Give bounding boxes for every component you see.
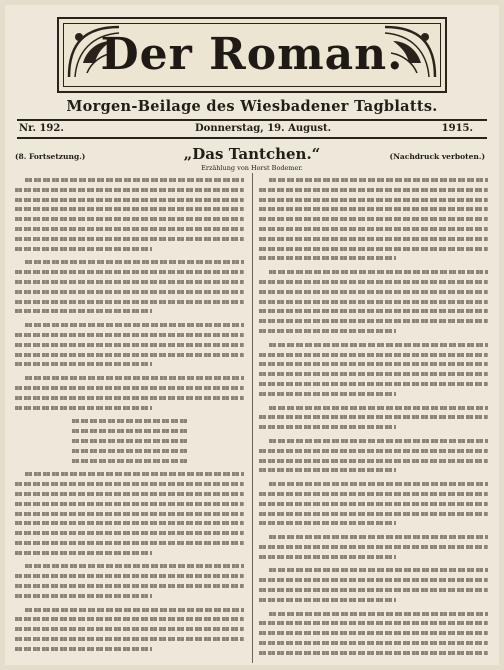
text-line <box>15 644 244 654</box>
text-line <box>15 373 244 383</box>
text-line <box>15 469 244 479</box>
text-line <box>15 416 244 426</box>
text-line <box>15 436 244 446</box>
text-line <box>259 609 488 619</box>
header-rule-top <box>17 119 487 121</box>
text-line <box>15 489 244 499</box>
text-line <box>15 175 244 185</box>
text-line <box>15 509 244 519</box>
text-line <box>15 267 244 277</box>
text-line <box>259 638 488 648</box>
text-line <box>259 195 488 205</box>
text-line <box>15 204 244 214</box>
text-line <box>259 575 488 585</box>
text-line <box>259 456 488 466</box>
text-line <box>15 528 244 538</box>
text-line <box>15 257 244 267</box>
text-line <box>15 571 244 581</box>
text-line <box>259 585 488 595</box>
text-line <box>15 591 244 601</box>
text-line <box>15 277 244 287</box>
text-line <box>15 340 244 350</box>
text-line <box>259 316 488 326</box>
text-line <box>259 532 488 542</box>
text-line <box>15 518 244 528</box>
issue-date: Donnerstag, 19. August. <box>195 123 332 134</box>
text-line <box>259 350 488 360</box>
text-line <box>259 628 488 638</box>
text-line <box>259 379 488 389</box>
text-line <box>15 614 244 624</box>
text-line <box>15 224 244 234</box>
newspaper-page <box>5 5 499 665</box>
text-line <box>259 412 488 422</box>
reprint-notice: (Nachdruck verboten.) <box>389 152 485 161</box>
text-line <box>259 369 488 379</box>
text-line <box>15 658 244 661</box>
masthead-frame <box>57 17 447 93</box>
text-line <box>15 185 244 195</box>
issue-info-row <box>17 122 487 136</box>
text-line <box>259 204 488 214</box>
text-line <box>15 234 244 244</box>
text-line <box>259 340 488 350</box>
text-line <box>259 244 488 254</box>
text-line <box>259 224 488 234</box>
text-line <box>15 297 244 307</box>
story-title: „Das Tantchen.“ <box>183 145 321 163</box>
text-line <box>15 426 244 436</box>
text-line <box>259 403 488 413</box>
text-line <box>259 267 488 277</box>
text-line <box>15 214 244 224</box>
text-line <box>15 350 244 360</box>
text-line <box>259 518 488 528</box>
text-line <box>259 389 488 399</box>
text-column-right <box>259 175 488 661</box>
issue-year: 1915. <box>441 123 473 134</box>
text-line <box>259 542 488 552</box>
text-line <box>15 499 244 509</box>
text-line <box>259 306 488 316</box>
text-line <box>15 605 244 615</box>
text-line <box>15 287 244 297</box>
text-line <box>259 326 488 336</box>
text-line <box>259 648 488 658</box>
text-line <box>15 195 244 205</box>
text-line <box>259 214 488 224</box>
text-line <box>15 306 244 316</box>
text-line <box>259 234 488 244</box>
column-divider <box>252 173 253 663</box>
text-line <box>259 552 488 562</box>
text-line <box>259 509 488 519</box>
text-line <box>15 561 244 571</box>
text-line <box>15 244 244 254</box>
text-line <box>259 287 488 297</box>
text-line <box>15 403 244 413</box>
text-line <box>259 489 488 499</box>
text-line <box>15 538 244 548</box>
text-line <box>259 465 488 475</box>
text-line <box>259 277 488 287</box>
text-line <box>259 595 488 605</box>
newspaper-subtitle: Morgen-Beilage des Wiesbadener Tagblatts. <box>66 98 438 115</box>
text-line <box>15 320 244 330</box>
text-line <box>15 479 244 489</box>
story-author: Erzählung von Horst Bodemer. <box>201 164 303 172</box>
text-line <box>259 565 488 575</box>
text-line <box>259 446 488 456</box>
text-line <box>259 185 488 195</box>
text-line <box>259 297 488 307</box>
text-line <box>259 359 488 369</box>
text-line <box>259 253 488 263</box>
text-column-left <box>15 175 244 661</box>
text-line <box>259 499 488 509</box>
text-line <box>15 456 244 466</box>
text-line <box>259 175 488 185</box>
issue-number: Nr. 192. <box>19 123 64 134</box>
text-line <box>15 548 244 558</box>
text-line <box>15 330 244 340</box>
text-line <box>259 618 488 628</box>
header-rule-bottom <box>17 137 487 139</box>
text-line <box>15 581 244 591</box>
text-line <box>15 393 244 403</box>
continuation-label: (8. Fortsetzung.) <box>15 152 86 161</box>
text-line <box>15 624 244 634</box>
text-line <box>259 422 488 432</box>
text-line <box>259 658 488 661</box>
text-line <box>15 446 244 456</box>
newspaper-title: Der Roman. <box>100 29 404 80</box>
text-line <box>15 634 244 644</box>
text-line <box>15 383 244 393</box>
text-line <box>259 436 488 446</box>
text-line <box>15 359 244 369</box>
text-line <box>259 479 488 489</box>
